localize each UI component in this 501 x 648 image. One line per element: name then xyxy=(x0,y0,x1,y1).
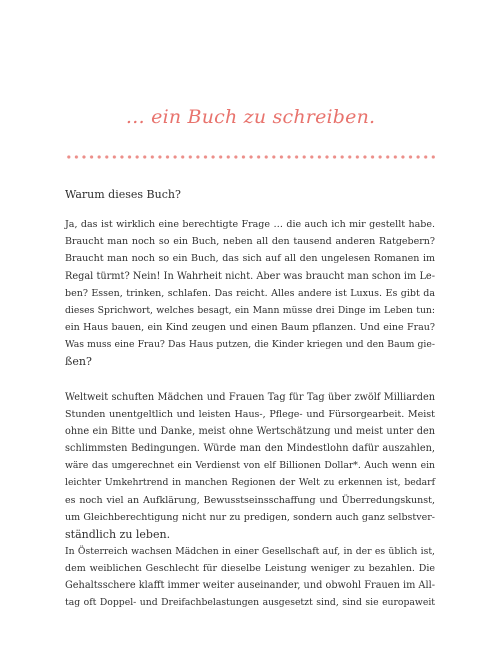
text-line: Weltweit schuften Mädchen und Frauen Tag für Tag über zwölf Milliarden xyxy=(65,391,435,403)
text-line: ohne ein Bitte und Danke, meist ohne Wertschätzung und meist unter den xyxy=(65,425,435,437)
text-line: leichter Umkehrtrend in manchen Regionen der Welt zu erkennen ist, bedarf xyxy=(65,477,435,489)
paragraph-3 xyxy=(65,543,435,612)
text-line: Braucht man noch so ein Buch, das sich auf all den ungelesen Romanen im xyxy=(65,253,435,265)
text-line: Was muss eine Frau? Das Haus putzen, die Kinder kriegen und den Baum gie- xyxy=(65,339,435,351)
chapter-title: … ein Buch zu schreiben. xyxy=(125,106,376,128)
text-line: Ja, das ist wirklich eine berechtigte Frage … die auch ich mir gestellt habe. xyxy=(65,219,435,231)
body-text xyxy=(65,186,435,612)
text-line: dem weiblichen Geschlecht für dieselbe Leistung weniger zu bezahlen. Die xyxy=(65,563,435,575)
text-line: wäre das umgerechnet ein Verdienst von elf Billionen Dollar*. Auch wenn ein xyxy=(65,460,435,472)
text-line: Braucht man noch so ein Buch, neben all den tausend anderen Ratgebern? xyxy=(65,236,435,248)
paragraph-2 xyxy=(65,389,435,543)
paragraph-gap xyxy=(65,371,435,389)
text-line: Gehaltsschere klafft immer weiter auseinander, und obwohl Frauen im All- xyxy=(65,580,435,592)
text-line: ein Haus bauen, ein Kind zeugen und einen Baum pflanzen. Und eine Frau? xyxy=(65,322,435,334)
text-line: ständlich zu leben. xyxy=(65,527,171,541)
text-line: Regal türmt? Nein! In Wahrheit nicht. Aber was braucht man schon im Le- xyxy=(65,270,435,282)
paragraph-1 xyxy=(65,216,435,370)
text-line: dieses Sprichwort, welches besagt, ein Mann müsse drei Dinge im Leben tun: xyxy=(65,304,435,316)
text-line: ben? Essen, trinken, schlafen. Das reicht. Alles andere ist Luxus. Es gibt da xyxy=(65,287,435,299)
text-line: um Gleichberechtigung nicht nur zu predigen, sondern auch ganz selbstver- xyxy=(65,511,435,523)
text-line: In Österreich wachsen Mädchen in einer Gesellschaft auf, in der es üblich ist, xyxy=(65,545,435,557)
text-line: Stunden unentgeltlich und leisten Haus-, Pflege- und Fürsorgearbeit. Meist xyxy=(65,408,435,420)
text-line: schlimmsten Bedingungen. Würde man den Mindestlohn dafür auszahlen, xyxy=(65,443,435,455)
text-line: es noch viel an Aufklärung, Bewusstseinsschaffung und Überredungskunst, xyxy=(65,494,435,506)
text-line: tag oft Doppel- und Dreifachbelastungen ausgesetzt sind, sind sie europaweit xyxy=(65,597,435,609)
lead-question: Warum dieses Buch? xyxy=(65,188,181,201)
text-line: ßen? xyxy=(65,355,92,369)
dotted-divider xyxy=(65,155,435,159)
